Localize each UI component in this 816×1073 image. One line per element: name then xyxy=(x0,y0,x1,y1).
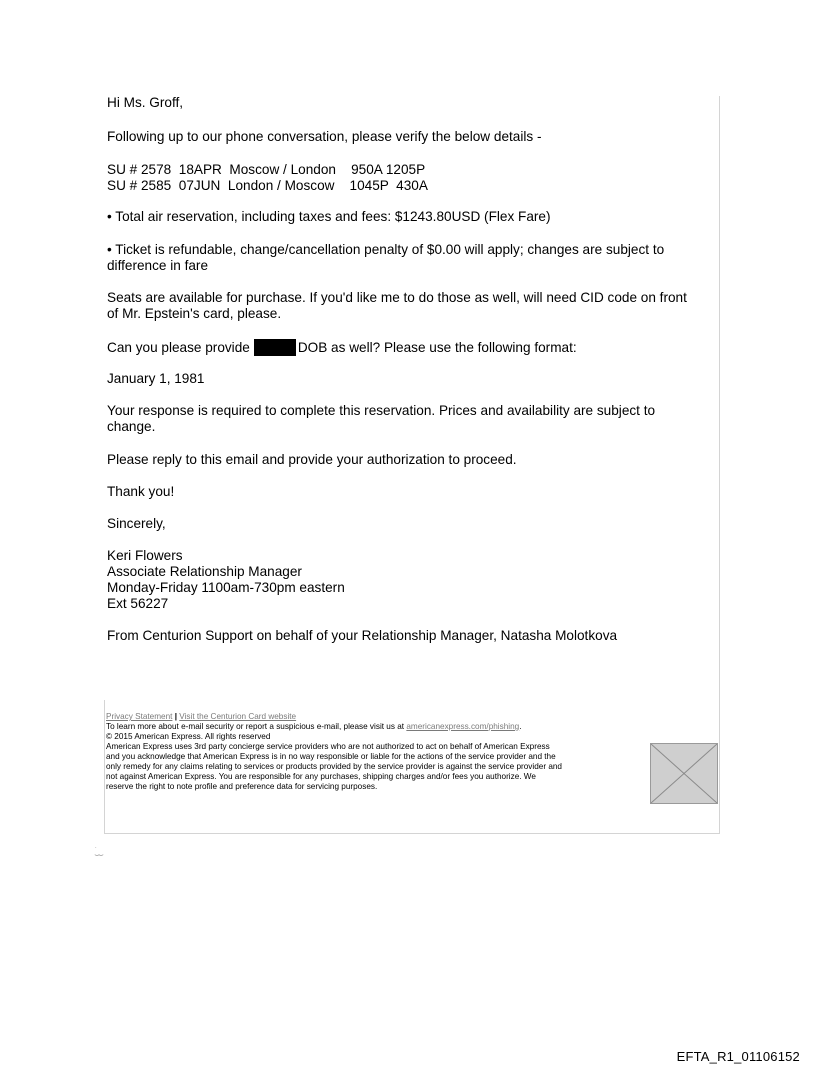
disclaimer-line-4: not against American Express. You are responsible for any purchases, shipping charges and/or fees you authorize. We xyxy=(106,772,536,781)
seats-line-1: Seats are available for purchase. If you'd like me to do those as well, will need CID code on front xyxy=(107,290,687,305)
document-id: EFTA_R1_01106152 xyxy=(676,1049,800,1064)
signature-title: Associate Relationship Manager xyxy=(107,564,302,579)
security-notice-text: To learn more about e-mail security or report a suspicious e-mail, please visit us at xyxy=(106,722,405,731)
flight-segment-1: SU # 2578 18APR Moscow / London 950A 1205P xyxy=(107,162,426,177)
refund-bullet-line-1: • Ticket is refundable, change/cancellation penalty of $0.00 will apply; changes are subject to xyxy=(107,242,665,257)
security-notice: To learn more about e-mail security or report a suspicious e-mail, please visit us at americanexpress.com/phishing. xyxy=(106,722,522,731)
phishing-link[interactable]: americanexpress.com/phishing xyxy=(406,722,520,731)
email-footer xyxy=(106,712,654,792)
dob-request-start: Can you please provide xyxy=(107,340,250,355)
copyright: © 2015 American Express. All rights reserved xyxy=(106,732,271,741)
centurion-website-link[interactable]: Visit the Centurion Card website xyxy=(179,712,297,721)
disclaimer-line-1: American Express uses 3rd party concierge service providers who are not authorized to act on behalf of American Express xyxy=(106,742,550,751)
signature-hours: Monday-Friday 1100am-730pm eastern xyxy=(107,580,345,595)
from-line: From Centurion Support on behalf of your Relationship Manager, Natasha Molotkova xyxy=(107,628,618,643)
link-separator: | xyxy=(174,712,178,721)
flight-segment-2: SU # 2585 07JUN London / Moscow 1045P 430A xyxy=(107,178,428,193)
privacy-statement-link[interactable]: Privacy Statement xyxy=(106,712,173,721)
broken-image-icon xyxy=(650,743,718,804)
thank-you: Thank you! xyxy=(107,484,175,499)
total-fare-bullet: • Total air reservation, including taxes and fees: $1243.80USD (Flex Fare) xyxy=(107,209,551,224)
disclaimer-line-5: reserve the right to note profile and preference data for servicing purposes. xyxy=(106,782,378,791)
greeting: Hi Ms. Groff, xyxy=(107,95,184,110)
response-line-2: change. xyxy=(107,419,156,434)
refund-bullet-line-2: difference in fare xyxy=(107,258,209,273)
intro-text: Following up to our phone conversation, please verify the below details - xyxy=(107,129,542,144)
closing: Sincerely, xyxy=(107,516,166,531)
seats-line-2: of Mr. Epstein's card, please. xyxy=(107,306,282,321)
dob-request xyxy=(107,339,577,356)
scan-artifact: · ‿‿ xyxy=(95,845,104,856)
dob-request-end: DOB as well? Please use the following format: xyxy=(297,340,577,355)
reply-instruction: Please reply to this email and provide your authorization to proceed. xyxy=(107,452,517,467)
redaction-block xyxy=(254,339,296,356)
signature-name: Keri Flowers xyxy=(107,548,183,563)
disclaimer-line-2: and you acknowledge that American Express is in no way responsible or liable for the actions of the service provider and the xyxy=(106,752,556,761)
footer-links xyxy=(106,712,654,722)
signature-extension: Ext 56227 xyxy=(107,596,169,611)
image-placeholder-cross xyxy=(651,744,717,803)
disclaimer-line-3: only remedy for any claims relating to services or products provided by the service provider is against the service provider and xyxy=(106,762,562,771)
email-frame-left-edge xyxy=(104,700,105,834)
date-format-example: January 1, 1981 xyxy=(107,371,205,386)
response-line-1: Your response is required to complete this reservation. Prices and availability are subject to xyxy=(107,403,656,418)
